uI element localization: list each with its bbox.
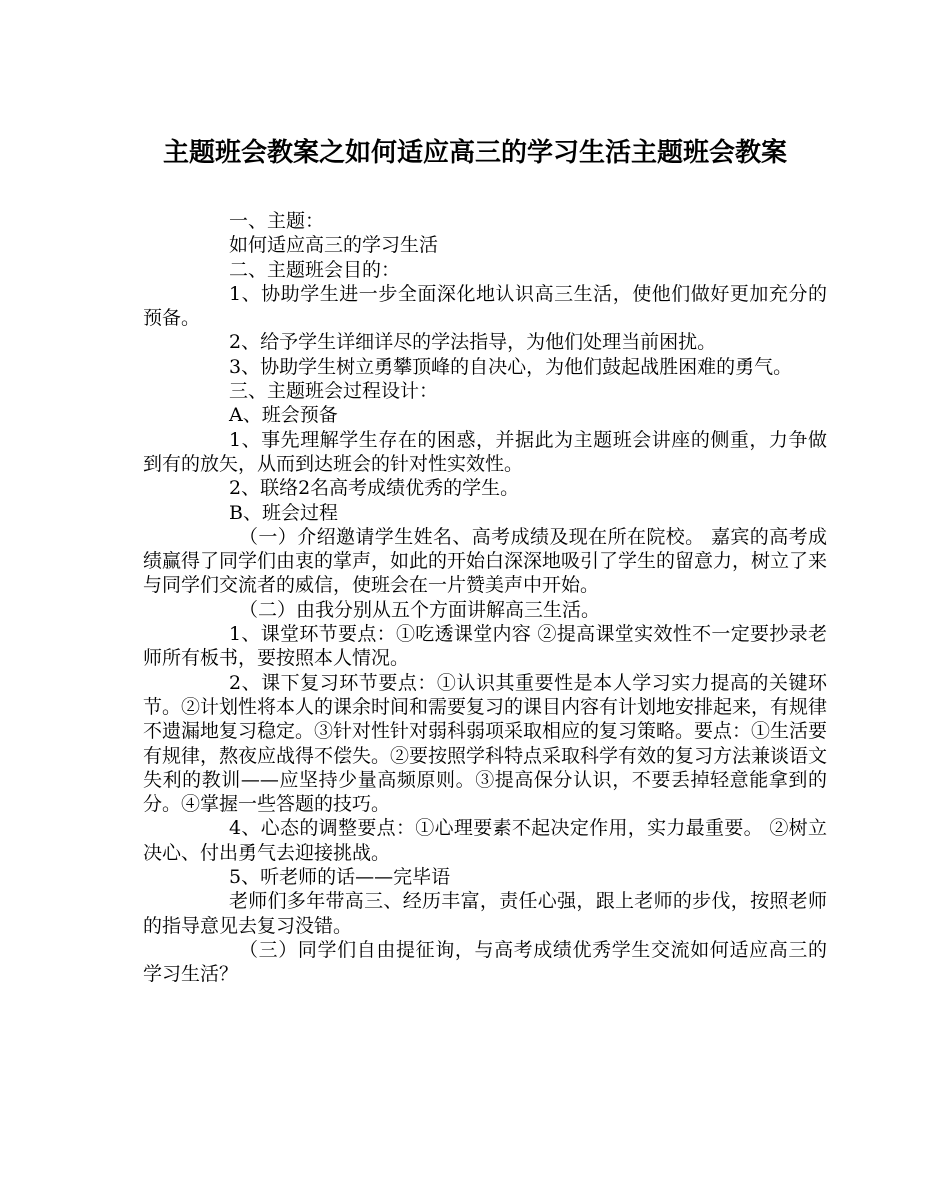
paragraph: 1、事先理解学生存在的困惑，并据此为主题班会讲座的侧重，力争做到有的放矢，从而到达班会的针对性实效性。 bbox=[143, 428, 827, 475]
paragraph: （一）介绍邀请学生姓名、高考成绩及现在所在院校。 嘉宾的高考成绩赢得了同学们由衷的掌声，如此的开始白深深地吸引了学生的留意力，树立了来与同学们交流者的威信，使班会在一片赞美声中开始。 bbox=[143, 525, 828, 597]
paragraph: 三、主题班会过程设计： bbox=[229, 380, 439, 403]
paragraph: A、班会预备 bbox=[229, 404, 338, 427]
paragraph: 1、协助学生进一步全面深化地认识高三生活，使他们做好更加充分的预备。 bbox=[143, 282, 827, 330]
paragraph: 2、联络2名高考成绩优秀的学生。 bbox=[229, 477, 520, 500]
paragraph: 一、主题： bbox=[229, 210, 325, 232]
paragraph: 1、课堂环节要点：①吃透课堂内容 ②提高课堂实效性不一定要抄录老师所有板书，要按照本人情况。 bbox=[143, 623, 827, 670]
paragraph: 如何适应高三的学习生活 bbox=[229, 234, 439, 257]
document-body bbox=[143, 209, 827, 987]
paragraph: B、班会过程 bbox=[229, 501, 338, 524]
paragraph: （三）同学们自由提征询，与高考成绩优秀学生交流如何适应高三的学习生活？ bbox=[143, 938, 827, 986]
paragraph: 老师们多年带高三、经历丰富，责任心强，跟上老师的步伐，按照老师的指导意见去复习没错。 bbox=[143, 890, 827, 937]
paragraph: 2、课下复习环节要点：①认识其重要性是本人学习实力提高的关键环节。②计划性将本人的课余时间和需要复习的课目内容有计划地安排起来，有规律不遗漏地复习稳定。③针对性针对弱科弱项采取相应的复习策略。要点：①生活要有规律，熬夜应战得不偿失。②要按照学科特点采取科学有效的复习方法兼谈语文失利的教训——应坚持少量高频原则。③提高保分认识，不要丢掉轻意能拿到的分。④掌握一些答题的技巧。 bbox=[143, 671, 828, 816]
paragraph: 二、主题班会目的： bbox=[229, 258, 401, 281]
paragraph: 5、听老师的话——完毕语 bbox=[229, 866, 451, 889]
paragraph: 3、协助学生树立勇攀顶峰的自决心，为他们鼓起战胜困难的勇气。 bbox=[229, 355, 793, 378]
paragraph: 4、心态的调整要点：①心理要素不起决定作用，实力最重要。 ②树立决心、付出勇气去迎接挑战。 bbox=[143, 817, 827, 864]
paragraph: （二）由我分别从五个方面讲解高三生活。 bbox=[239, 598, 601, 621]
paragraph: 2、给予学生详细详尽的学法指导，为他们处理当前困扰。 bbox=[229, 331, 717, 354]
document-title: 主题班会教案之如何适应高三的学习生活主题班会教案 bbox=[162, 138, 787, 168]
